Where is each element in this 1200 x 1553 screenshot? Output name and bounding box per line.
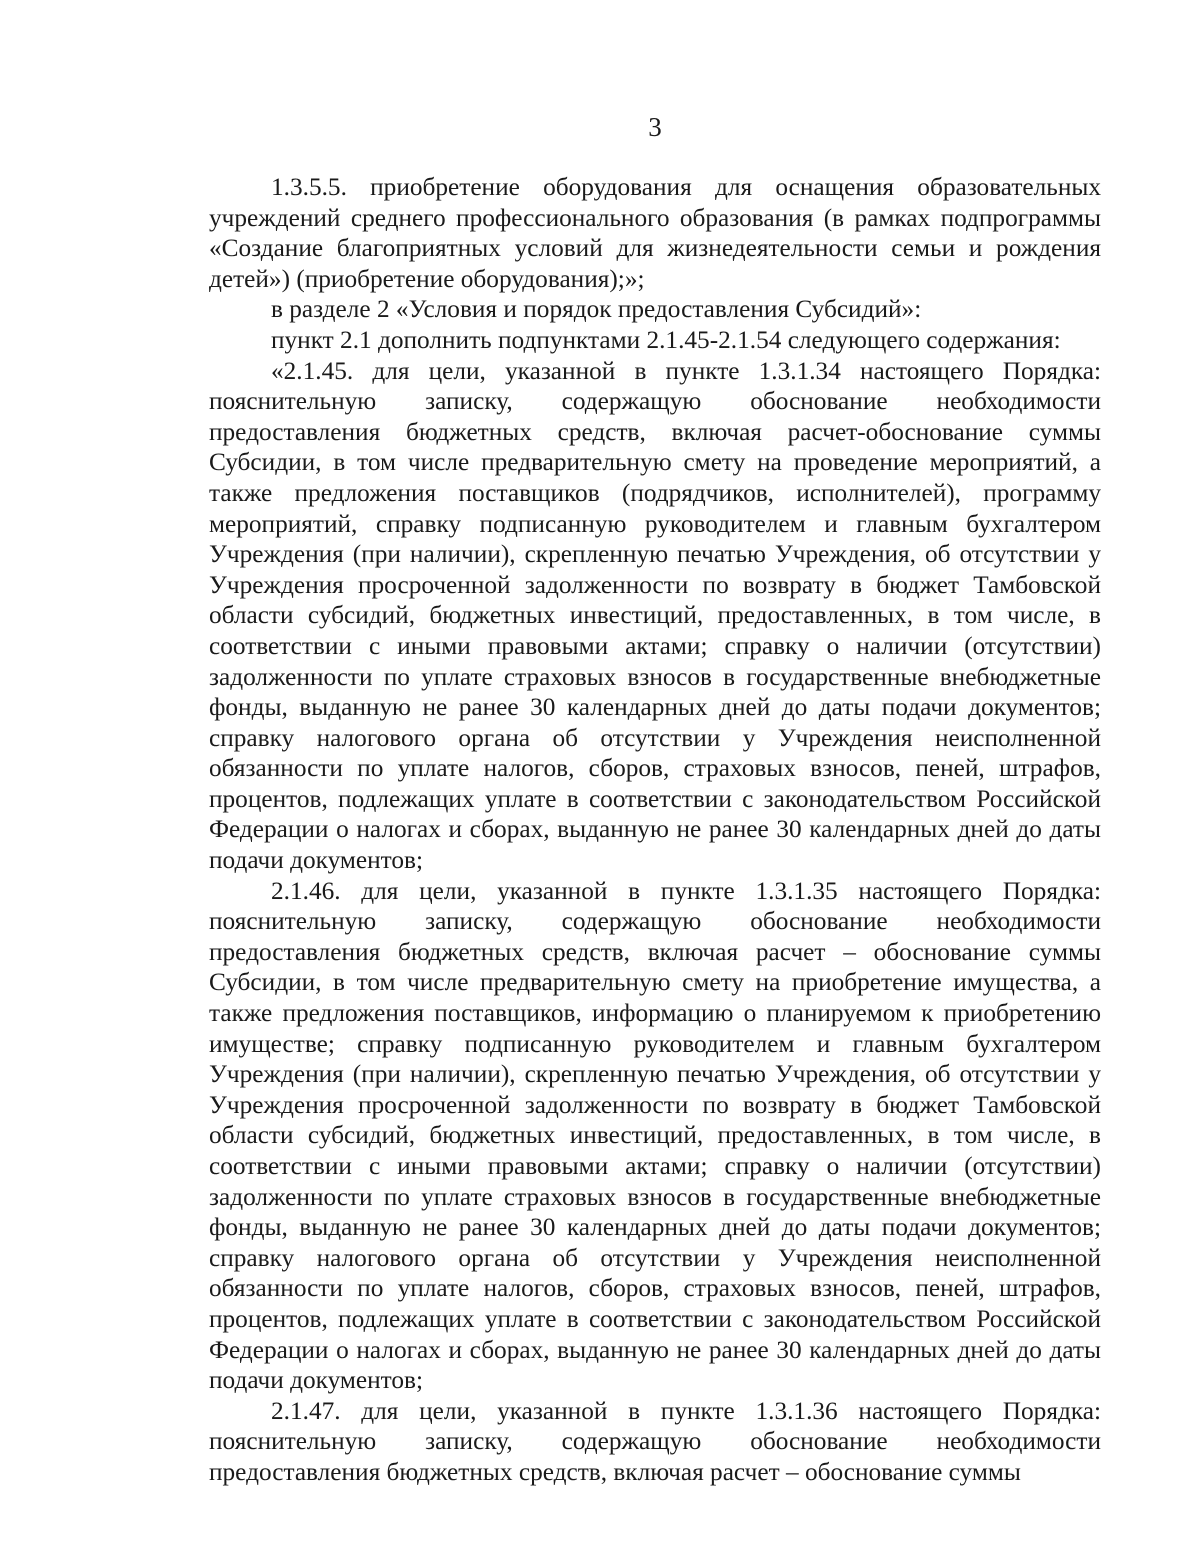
paragraph-point-2-1-amend: пункт 2.1 дополнить подпунктами 2.1.45-2.1.54 следующего содержания: [271, 325, 1061, 354]
paragraph-2-1-47: 2.1.47. для цели, указанной в пункте 1.3.1.36 настоящего Порядка: пояснительную записку, содержащую обоснование необходимости предоставления бюджетных средств, включая расчет – обоснование суммы [209, 1396, 1101, 1486]
paragraph-section-2-intro: в разделе 2 «Условия и порядок предоставления Субсидий»: [271, 295, 922, 324]
paragraph-1-3-5-5: 1.3.5.5. приобретение оборудования для оснащения образовательных учреждений среднего профессионального образования (в рамках подпрограммы «Создание благоприятных условий для жизнедеятельности семьи и рождения детей») (приобретение оборудования);»; [209, 173, 1101, 293]
paragraph-2-1-46: 2.1.46. для цели, указанной в пункте 1.3.1.35 настоящего Порядка: пояснительную записку, содержащую обоснование необходимости предоставления бюджетных средств, включая расчет – обоснование суммы Субсидии, в том числе предварительную смету на приобретение имущества, а также предложения поставщиков, информацию о планируемом к приобретению имуществе; справку подписанную руководителем и главным бухгалтером Учреждения (при наличии), скрепленную печатью Учреждения, об отсутствии у Учреждения просроченной задолженности по возврату в бюджет Тамбовской области субсидий, бюджетных инвестиций, предоставленных, в том числе, в соответствии с иными правовыми актами; справку о наличии (отсутствии) задолженности по уплате страховых взносов в государственные внебюджетные фонды, выданную не ранее 30 календарных дней до даты подачи документов; справку налогового органа об отсутствии у Учреждения неисполненной обязанности по уплате налогов, сборов, страховых взносов, пеней, штрафов, процентов, подлежащих уплате в соответствии с законодательством Российской Федерации о налогах и сборах, выданную не ранее 30 календарных дней до даты подачи документов; [209, 876, 1101, 1395]
page-number: 3 [648, 112, 662, 142]
paragraph-2-1-45: «2.1.45. для цели, указанной в пункте 1.3.1.34 настоящего Порядка: пояснительную записку, содержащую обоснование необходимости предоставления бюджетных средств, включая расчет-обоснование суммы Субсидии, в том числе предварительную смету на проведение мероприятий, а также предложения поставщиков (подрядчиков, исполнителей), программу мероприятий, справку подписанную руководителем и главным бухгалтером Учреждения (при наличии), скрепленную печатью Учреждения, об отсутствии у Учреждения просроченной задолженности по возврату в бюджет Тамбовской области субсидий, бюджетных инвестиций, предоставленных, в том числе, в соответствии с иными правовыми актами; справку о наличии (отсутствии) задолженности по уплате страховых взносов в государственные внебюджетные фонды, выданную не ранее 30 календарных дней до даты подачи документов; справку налогового органа об отсутствии у Учреждения неисполненной обязанности по уплате налогов, сборов, страховых взносов, пеней, штрафов, процентов, подлежащих уплате в соответствии с законодательством Российской Федерации о налогах и сборах, выданную не ранее 30 календарных дней до даты подачи документов; [209, 356, 1101, 875]
document-body [209, 172, 1101, 1488]
